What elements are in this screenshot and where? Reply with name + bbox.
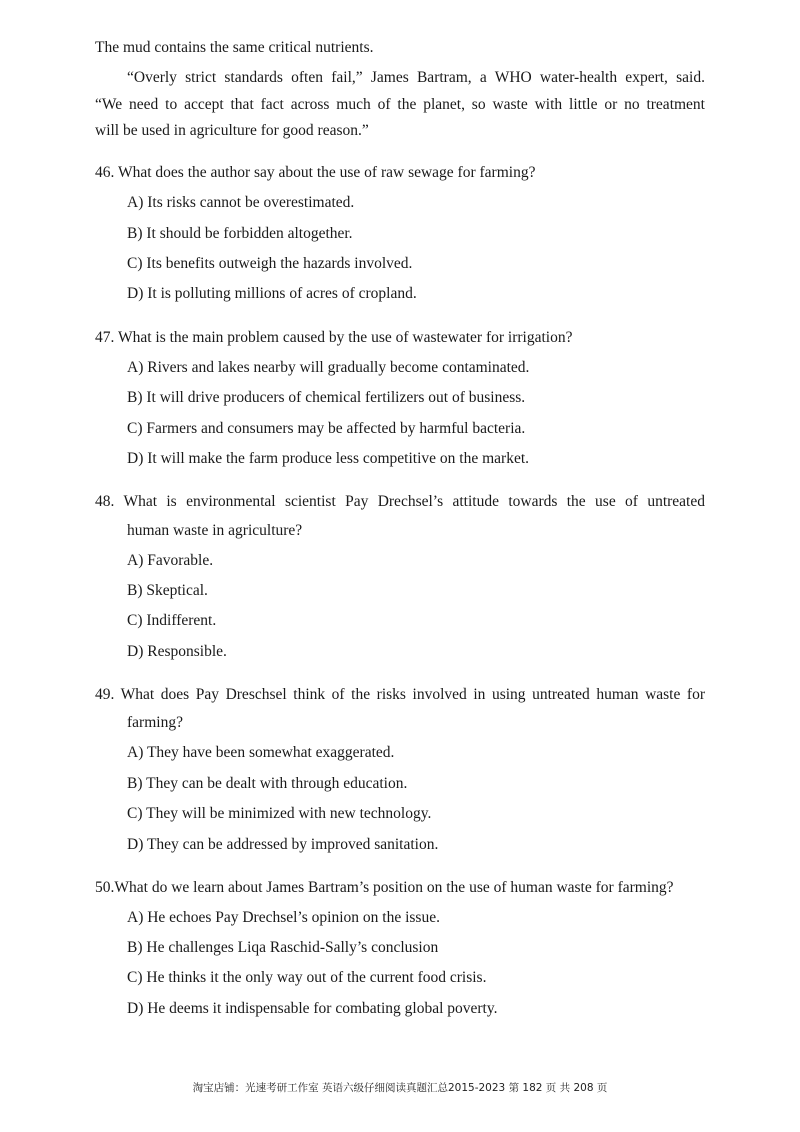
question-stem-48-cont: human waste in agriculture?: [127, 522, 303, 539]
option-47-b: B) It will drive producers of chemical fertilizers out of business.: [127, 389, 526, 406]
option-47-d: D) It will make the farm produce less competitive on the market.: [127, 450, 530, 467]
passage-quote-line: “Overly strict standards often fail,” James Bartram, a WHO water-health expert, said.: [127, 69, 705, 86]
option-50-a: A) He echoes Pay Drechsel’s opinion on the issue.: [127, 909, 440, 926]
option-46-c: C) Its benefits outweigh the hazards involved.: [127, 255, 413, 272]
option-49-d: D) They can be addressed by improved sanitation.: [127, 836, 439, 853]
option-50-b: B) He challenges Liqa Raschid-Sally’s conclusion: [127, 939, 439, 956]
option-49-a: A) They have been somewhat exaggerated.: [127, 744, 395, 761]
question-stem-48: 48. What is environmental scientist Pay Drechsel’s attitude towards the use of untreated: [95, 493, 705, 510]
page-footer: 淘宝店铺：光速考研工作室 英语六级仔细阅读真题汇总2015-2023 第 182 页 共 208 页: [192, 1082, 608, 1094]
option-47-c: C) Farmers and consumers may be affected by harmful bacteria.: [127, 420, 526, 437]
option-49-b: B) They can be dealt with through education.: [127, 775, 408, 792]
option-48-b: B) Skeptical.: [127, 582, 208, 599]
question-stem-49-cont: farming?: [127, 714, 183, 731]
question-stem-49: 49. What does Pay Dreschsel think of the risks involved in using untreated human waste for: [95, 686, 705, 703]
option-48-d: D) Responsible.: [127, 643, 227, 660]
option-48-c: C) Indifferent.: [127, 612, 217, 629]
option-48-a: A) Favorable.: [127, 552, 214, 569]
option-50-d: D) He deems it indispensable for combating global poverty.: [127, 1000, 498, 1017]
question-stem-50: 50.What do we learn about James Bartram’s position on the use of human waste for farming?: [95, 879, 674, 896]
question-stem-46: 46. What does the author say about the use of raw sewage for farming?: [95, 164, 536, 181]
passage-quote-line: “We need to accept that fact across much of the planet, so waste with little or no treatment: [95, 96, 705, 113]
passage-quote-line: will be used in agriculture for good reason.”: [95, 122, 369, 139]
option-46-d: D) It is polluting millions of acres of cropland.: [127, 285, 417, 302]
passage-line: The mud contains the same critical nutrients.: [95, 39, 374, 56]
option-47-a: A) Rivers and lakes nearby will gradually become contaminated.: [127, 359, 530, 376]
option-50-c: C) He thinks it the only way out of the current food crisis.: [127, 969, 487, 986]
question-stem-47: 47. What is the main problem caused by the use of wastewater for irrigation?: [95, 329, 573, 346]
option-49-c: C) They will be minimized with new technology.: [127, 805, 432, 822]
option-46-a: A) Its risks cannot be overestimated.: [127, 194, 355, 211]
option-46-b: B) It should be forbidden altogether.: [127, 225, 353, 242]
